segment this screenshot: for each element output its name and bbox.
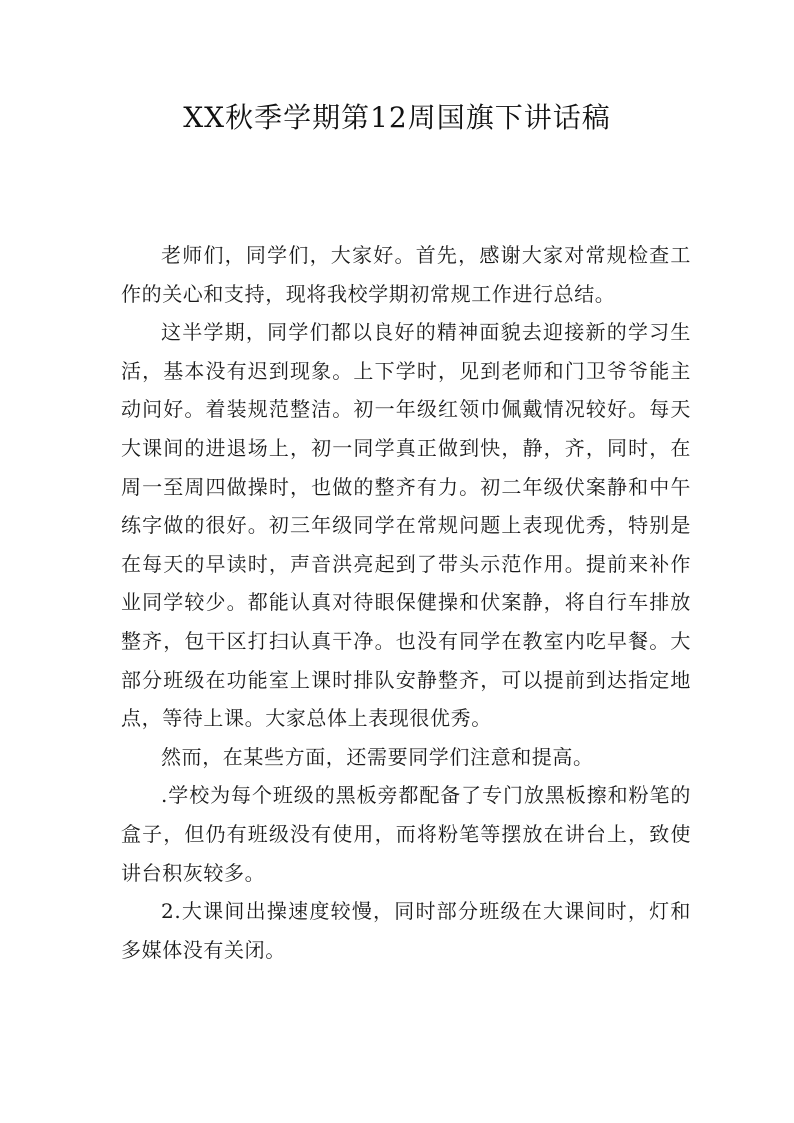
paragraph-greeting: 老师们，同学们，大家好。首先，感谢大家对常规检查工作的关心和支持，现将我校学期初常规工作进行总结。: [121, 243, 691, 306]
document-body: [121, 236, 691, 969]
paragraph-summary: 这半学期，同学们都以良好的精神面貌去迎接新的学习生活，基本没有迟到现象。上下学时，见到老师和门卫爷爷能主动问好。着装规范整洁。初一年级红领巾佩戴情况较好。每天大课间的进退场上，初一同学真正做到快，静，齐，同时，在周一至周四做操时，也做的整齐有力。初二年级伏案静和中午练字做的很好。初三年级同学在常规问题上表现优秀，特别是在每天的早读时，声音洪亮起到了带头示范作用。提前来补作业同学较少。都能认真对待眼保健操和伏案静，将自行车排放整齐，包干区打扫认真干净。也没有同学在教室内吃早餐。大部分班级在功能室上课时排队安静整齐，可以提前到达指定地点，等待上课。大家总体上表现很优秀。: [121, 320, 691, 731]
paragraph-transition: 然而，在某些方面，还需要同学们注意和提高。: [161, 744, 594, 769]
paragraph-item-2: 2.大课间出操速度较慢，同时部分班级在大课间时，灯和多媒体没有关闭。: [121, 899, 691, 962]
paragraph-item-1: .学校为每个班级的黑板旁都配备了专门放黑板擦和粉笔的盒子，但仍有班级没有使用，而将粉笔等摆放在讲台上，致使讲台积灰较多。: [121, 783, 691, 885]
document-title: XX秋季学期第12周国旗下讲话稿: [183, 101, 611, 134]
